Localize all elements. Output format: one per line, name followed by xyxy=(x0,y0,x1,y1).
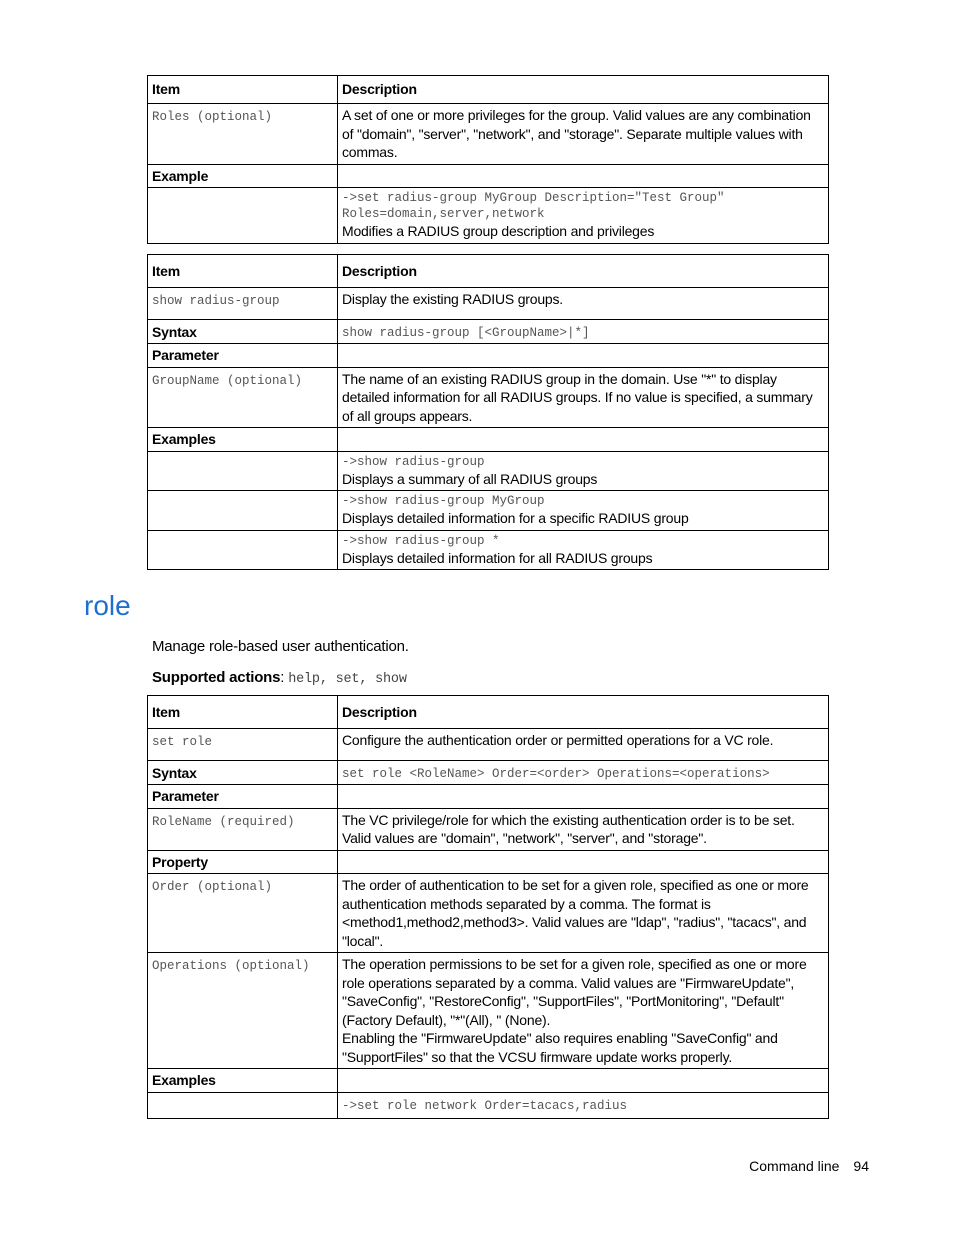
param-rolename: RoleName (required) xyxy=(152,814,295,829)
header-item: Item xyxy=(148,76,338,104)
supported-actions: Supported actions: help, set, show xyxy=(152,669,407,687)
param-rolename-description: The VC privilege/role for which the existing authentication order is to be set. Valid values are "domain", "network", "server", and "storage". xyxy=(338,808,829,850)
parameter-label: Parameter xyxy=(148,785,338,809)
example-label: Example xyxy=(148,164,338,188)
example-command: ->show radius-group xyxy=(342,454,485,469)
param-groupname-description: The name of an existing RADIUS group in the domain. Use "*" to display detailed information for all RADIUS groups. If no value is specified, a summary of all groups appears. xyxy=(338,367,829,428)
property-operations-note: Enabling the "FirmwareUpdate" also requires enabling "SaveConfig" and "SupportFiles" so that the VCSU firmware update works properly. xyxy=(342,1030,778,1065)
property-order-description: The order of authentication to be set for a given role, specified as one or more authentication methods separated by a comma. The format is <method1,method2,method3>. Valid values are "ldap", "radius", "tacacs", and "local". xyxy=(338,874,829,953)
footer-section: Command line xyxy=(749,1158,840,1174)
supported-actions-label: Supported actions xyxy=(152,669,281,686)
syntax-label: Syntax xyxy=(148,761,338,785)
syntax-text: show radius-group [<GroupName>|*] xyxy=(342,326,590,340)
command-name: show radius-group xyxy=(152,294,280,308)
example-row xyxy=(148,491,829,531)
example-description: Modifies a RADIUS group description and privileges xyxy=(342,223,655,239)
syntax-text: set role <RoleName> Order=<order> Operations=<operations> xyxy=(342,767,770,781)
example-command: ->set role network Order=tacacs,radius xyxy=(342,1098,628,1113)
header-description: Description xyxy=(338,76,829,104)
example-description: Displays detailed information for a specific RADIUS group xyxy=(342,510,689,526)
set-role-table xyxy=(147,695,829,1119)
example-command: ->show radius-group MyGroup xyxy=(342,494,545,508)
supported-actions-values: help, set, show xyxy=(288,672,407,687)
property-operations: Operations (optional) xyxy=(152,959,310,973)
section-intro: Manage role-based user authentication. xyxy=(152,638,409,655)
example-description: Displays a summary of all RADIUS groups xyxy=(342,470,598,487)
syntax-label: Syntax xyxy=(148,320,338,344)
param-roles: Roles (optional) xyxy=(152,110,273,124)
header-item: Item xyxy=(148,696,338,729)
command-description: Display the existing RADIUS groups. xyxy=(338,288,829,320)
parameter-label: Parameter xyxy=(148,344,338,368)
roles-description: A set of one or more privileges for the group. Valid values are any combination of "domain", "server", "network", and "storage". Separate multiple values with commas. xyxy=(338,104,829,165)
example-command-line-2: Roles=domain,server,network xyxy=(342,207,545,221)
show-radius-group-table xyxy=(147,254,829,570)
page-number: 94 xyxy=(853,1158,869,1174)
param-groupname: GroupName (optional) xyxy=(152,373,303,388)
example-row xyxy=(148,451,829,491)
example-command-line-1: ->set radius-group MyGroup Description="Test Group" xyxy=(342,191,725,205)
header-item: Item xyxy=(148,255,338,288)
page-footer xyxy=(749,1158,869,1174)
property-operations-description: The operation permissions to be set for a given role, specified as one or more role operations separated by a comma. Valid values are "FirmwareUpdate", "SaveConfig", "RestoreConfig", "SupportFiles", "PortMonitoring", "Default" (Factory Default), "*"(All), '' (None). xyxy=(342,956,807,1028)
header-description: Description xyxy=(338,255,829,288)
example-description: Displays detailed information for all RADIUS groups xyxy=(342,549,653,566)
examples-label: Examples xyxy=(148,428,338,452)
example-row xyxy=(148,530,829,570)
roles-table xyxy=(147,75,829,244)
command-description: Configure the authentication order or permitted operations for a VC role. xyxy=(338,729,829,761)
examples-label: Examples xyxy=(148,1069,338,1093)
command-name: set role xyxy=(152,735,213,749)
property-label: Property xyxy=(148,850,338,874)
example-command: ->show radius-group * xyxy=(342,533,500,548)
property-order: Order (optional) xyxy=(152,880,273,894)
header-description: Description xyxy=(338,696,829,729)
section-title: role xyxy=(84,590,131,621)
